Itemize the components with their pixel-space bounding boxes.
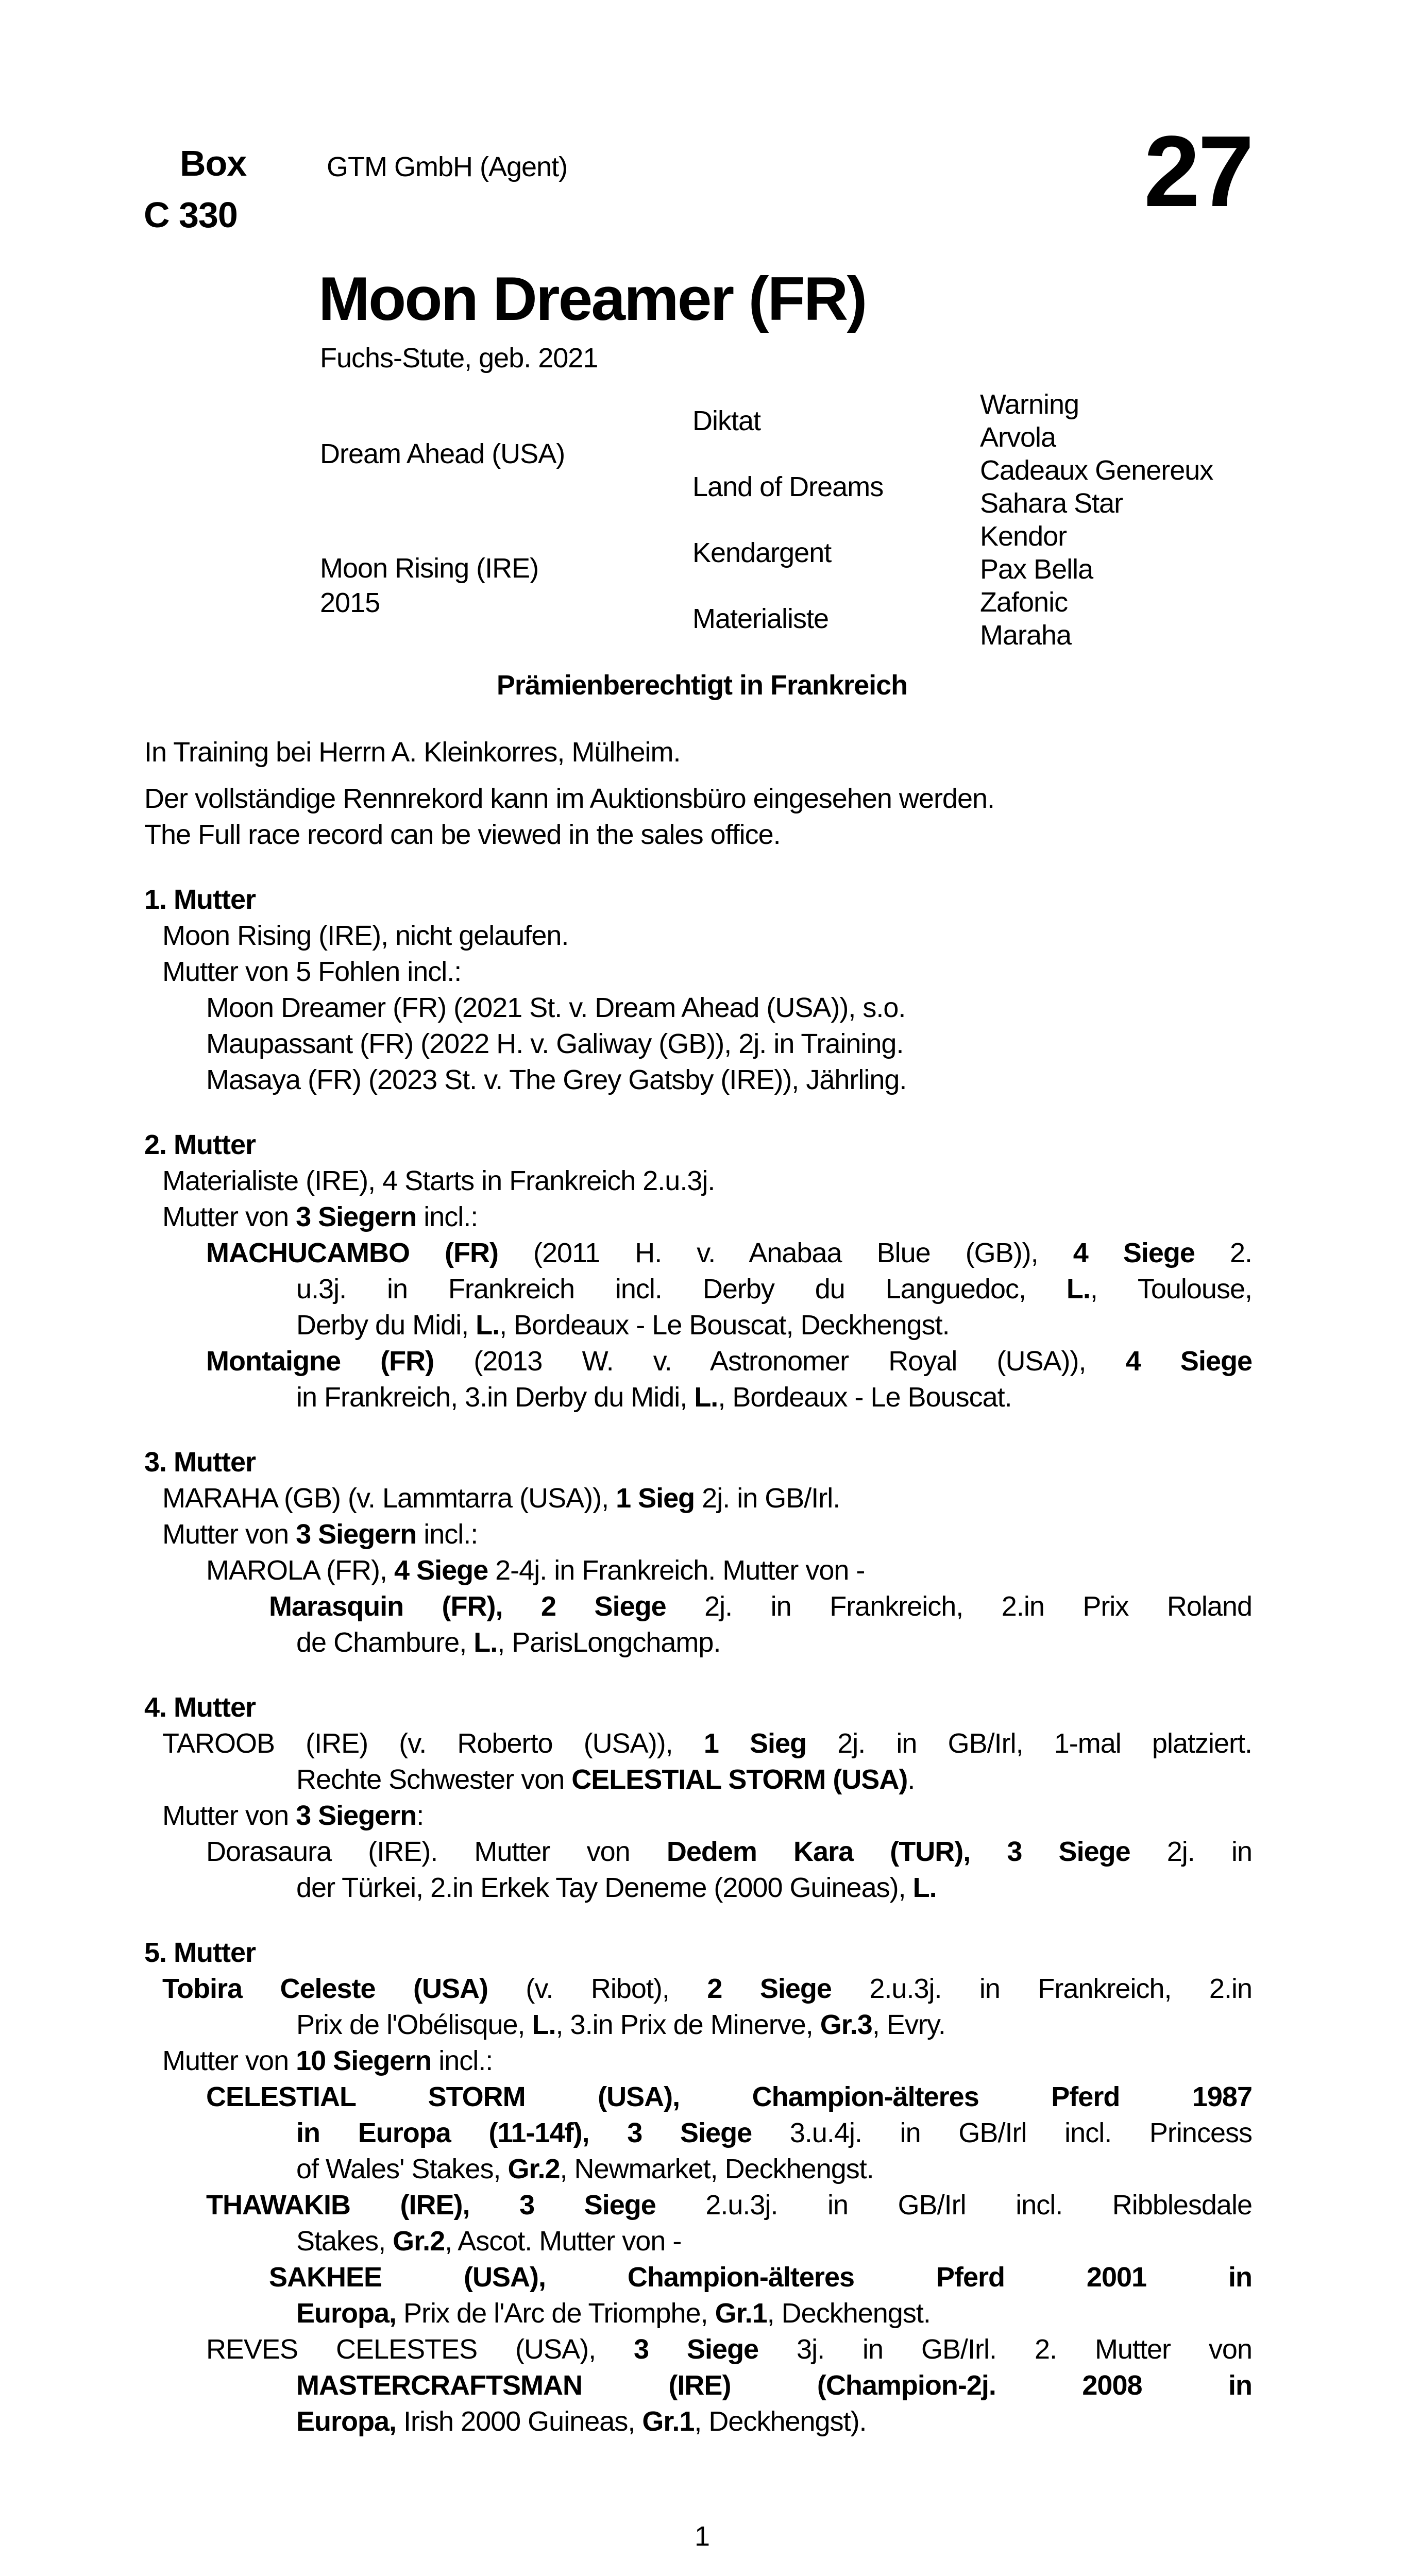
text-segment: Stakes,: [296, 2226, 393, 2257]
text-segment: of Wales' Stakes,: [296, 2154, 508, 2184]
text-line: [206, 2079, 1252, 2115]
mutter-section: [0, 882, 1404, 1098]
text-line: [296, 2403, 1252, 2439]
text-segment: 3 Siegern: [296, 1201, 417, 1232]
pedigree-gen3-entry: [980, 421, 1289, 454]
text-segment: L.: [476, 1310, 500, 1341]
text-segment: (2013 W. v. Astronomer Royal (USA)),: [434, 1346, 1126, 1377]
mutter-section: [0, 1127, 1404, 1415]
text-segment: Europa,: [296, 2298, 397, 2329]
text-segment: incl.:: [416, 1201, 478, 1232]
race-record-note-de: Der vollständige Rennrekord kann im Auktionsbüro eingesehen werden.: [144, 783, 995, 814]
text-segment: 2.: [1194, 1238, 1253, 1268]
pedigree-gen3-entry: [980, 553, 1289, 586]
text-segment: incl.:: [416, 1519, 478, 1550]
page-number: 1: [694, 2521, 710, 2552]
dam-name: Moon Rising (IRE): [320, 553, 539, 584]
text-line: [296, 1307, 1252, 1343]
text-segment: (v. Ribot),: [487, 1973, 707, 2004]
text-line: [162, 1199, 1252, 1235]
text-segment: MASTERCRAFTSMAN (IRE) (Champion-2j. 2008 in: [296, 2370, 1252, 2401]
text-segment: u.3j. in Frankreich incl. Derby du Languedoc,: [296, 1274, 1067, 1304]
lot-number: 27: [1143, 115, 1252, 228]
mutter-sections: [0, 882, 1404, 2439]
premium-note: Prämienberechtigt in Frankreich: [496, 670, 908, 701]
text-segment: Gr.1: [642, 2406, 695, 2437]
text-segment: 2 Siege: [707, 1973, 832, 2004]
text-segment: 3 Siegern: [296, 1519, 417, 1550]
gen3-name: Zafonic: [980, 587, 1068, 618]
text-line: [206, 1834, 1252, 1870]
gen3-name: Maraha: [980, 620, 1072, 651]
text-segment: Europa,: [296, 2406, 397, 2437]
training-note: In Training bei Herrn A. Kleinkorres, Mülheim.: [144, 737, 681, 768]
text-segment: Tobira Celeste (USA): [162, 1973, 488, 2004]
dam-year: 2015: [320, 587, 380, 618]
text-segment: , Deckhengst).: [694, 2406, 867, 2437]
text-segment: 2.u.3j. in Frankreich, 2.in: [831, 1973, 1252, 2004]
text-segment: CELESTIAL STORM (USA), Champion-älteres Pferd 1987: [206, 2081, 1252, 2112]
pedigree-table: [320, 388, 1289, 652]
pedigree-gen2-entry: [692, 520, 980, 586]
text-segment: in Frankreich, 3.in Derby du Midi,: [296, 1382, 695, 1413]
gen2-name: Materialiste: [692, 603, 829, 634]
text-segment: Masaya (FR) (2023 St. v. The Grey Gatsby (IRE)), Jährling.: [206, 1064, 907, 1095]
text-line: [296, 1379, 1252, 1415]
section-heading: 2. Mutter: [144, 1129, 256, 1160]
text-segment: Gr.3: [820, 2009, 872, 2040]
text-line: [296, 1761, 1252, 1798]
text-line: [296, 2223, 1252, 2259]
gen3-name: Sahara Star: [980, 488, 1123, 519]
section-heading: 1. Mutter: [144, 884, 256, 915]
pedigree-gen3-entry: [980, 619, 1289, 652]
text-line: [296, 2115, 1252, 2151]
text-line: [269, 2259, 1252, 2295]
section-heading: 4. Mutter: [144, 1692, 256, 1723]
text-segment: Mutter von: [162, 2045, 296, 2076]
text-segment: Mutter von: [162, 1800, 296, 1831]
text-segment: SAKHEE (USA), Champion-älteres Pferd 2001 in: [269, 2262, 1252, 2293]
text-segment: Gr.2: [508, 2154, 560, 2184]
text-segment: :: [416, 1800, 424, 1831]
text-line: [162, 1516, 1252, 1552]
section-heading: 5. Mutter: [144, 1937, 256, 1968]
sire-name: Dream Ahead (USA): [320, 438, 565, 469]
gen3-name: Cadeaux Genereux: [980, 455, 1213, 486]
text-line: [162, 2043, 1252, 2079]
text-line: [296, 1624, 1252, 1660]
text-segment: , Newmarket, Deckhengst.: [560, 2154, 874, 2184]
text-line: [296, 1271, 1252, 1307]
text-segment: 2j. in: [1130, 1836, 1252, 1867]
text-segment: Irish 2000 Guineas,: [396, 2406, 642, 2437]
text-segment: Rechte Schwester von: [296, 1764, 572, 1795]
text-line: [206, 1026, 1252, 1062]
text-segment: Moon Dreamer (FR) (2021 St. v. Dream Ahead (USA)), s.o.: [206, 992, 906, 1023]
text-segment: incl.:: [431, 2045, 493, 2076]
text-segment: MAROLA (FR),: [206, 1555, 395, 1586]
pedigree-gen2-entry: [692, 586, 980, 652]
text-line: [162, 1725, 1252, 1761]
text-segment: TAROOB (IRE) (v. Roberto (USA)),: [162, 1728, 704, 1759]
main-text-column: [0, 667, 1404, 2439]
text-segment: 3 Siege: [634, 2334, 759, 2365]
text-segment: 4 Siege: [394, 1555, 488, 1586]
text-line: [162, 1971, 1252, 2007]
text-segment: , Deckhengst.: [767, 2298, 931, 2329]
text-segment: L.: [694, 1382, 718, 1413]
pedigree-gen3-entry: [980, 487, 1289, 520]
text-line: [206, 2331, 1252, 2367]
pedigree-dam: [320, 520, 692, 652]
text-segment: 2.u.3j. in GB/Irl incl. Ribblesdale: [655, 2190, 1252, 2221]
text-segment: , ParisLongchamp.: [497, 1627, 721, 1658]
text-segment: Dedem Kara (TUR), 3 Siege: [666, 1836, 1130, 1867]
text-segment: 3 Siegern: [296, 1800, 417, 1831]
text-segment: L.: [532, 2009, 556, 2040]
text-segment: 2j. in Frankreich, 2.in Prix Roland: [666, 1591, 1252, 1622]
text-segment: Montaigne (FR): [206, 1346, 434, 1377]
pedigree-gen3-entry: [980, 520, 1289, 553]
text-line: [296, 2367, 1252, 2403]
text-segment: in Europa (11-14f), 3 Siege: [296, 2117, 752, 2148]
gen3-name: Warning: [980, 389, 1079, 420]
gen2-name: Land of Dreams: [692, 471, 884, 502]
text-line: [162, 1163, 1252, 1199]
text-segment: Moon Rising (IRE), nicht gelaufen.: [162, 920, 569, 951]
section-heading: 3. Mutter: [144, 1447, 256, 1478]
text-segment: Dorasaura (IRE). Mutter von: [206, 1836, 667, 1867]
text-line: [296, 2007, 1252, 2043]
text-segment: L.: [1066, 1274, 1090, 1304]
text-segment: CELESTIAL STORM (USA): [571, 1764, 908, 1795]
text-segment: 2-4j. in Frankreich. Mutter von -: [488, 1555, 865, 1586]
pedigree-gen2-entry: [692, 454, 980, 520]
text-segment: de Chambure,: [296, 1627, 474, 1658]
text-segment: , Bordeaux - Le Bouscat.: [718, 1382, 1012, 1413]
text-segment: , Evry.: [872, 2009, 945, 2040]
text-segment: MARAHA (GB) (v. Lammtarra (USA)),: [162, 1483, 616, 1514]
text-line: [162, 954, 1252, 990]
text-line: [296, 1870, 1252, 1906]
text-segment: Marasquin (FR), 2 Siege: [269, 1591, 666, 1622]
text-segment: Gr.2: [393, 2226, 445, 2257]
text-segment: Prix de l'Obélisque,: [296, 2009, 532, 2040]
text-segment: L.: [473, 1627, 498, 1658]
text-segment: 2j. in GB/Irl.: [695, 1483, 840, 1514]
text-line: [162, 1480, 1252, 1516]
gen2-name: Kendargent: [692, 537, 832, 568]
text-segment: Derby du Midi,: [296, 1310, 476, 1341]
text-segment: Gr.1: [715, 2298, 767, 2329]
text-segment: THAWAKIB (IRE), 3 Siege: [206, 2190, 656, 2221]
text-segment: 2j. in GB/Irl, 1-mal platziert.: [806, 1728, 1252, 1759]
text-line: [162, 918, 1252, 954]
text-segment: 1 Sieg: [616, 1483, 695, 1514]
horse-title: Moon Dreamer (FR): [318, 264, 866, 333]
gen3-name: Arvola: [980, 422, 1056, 453]
mutter-section: [0, 1444, 1404, 1660]
race-record-note-en: The Full race record can be viewed in the sales office.: [144, 819, 781, 850]
text-segment: , Ascot. Mutter von -: [445, 2226, 682, 2257]
text-segment: 10 Siegern: [296, 2045, 432, 2076]
text-segment: 4 Siege: [1073, 1238, 1195, 1268]
text-segment: (2011 H. v. Anabaa Blue (GB)),: [498, 1238, 1073, 1268]
text-line: [206, 990, 1252, 1026]
text-segment: , Toulouse,: [1090, 1274, 1252, 1304]
text-segment: 4 Siege: [1125, 1346, 1252, 1377]
text-segment: MACHUCAMBO (FR): [206, 1238, 498, 1268]
pedigree-sire: [320, 388, 692, 520]
text-line: [206, 1235, 1252, 1271]
text-line: [206, 2187, 1252, 2223]
pedigree-gen3-entry: [980, 454, 1289, 487]
text-segment: Mutter von: [162, 1201, 296, 1232]
text-segment: Prix de l'Arc de Triomphe,: [396, 2298, 715, 2329]
gen2-name: Diktat: [692, 405, 761, 436]
text-segment: 3j. in GB/Irl. 2. Mutter von: [758, 2334, 1252, 2365]
text-segment: , Bordeaux - Le Bouscat, Deckhengst.: [499, 1310, 950, 1341]
text-line: [296, 2295, 1252, 2331]
mutter-section: [0, 1689, 1404, 1906]
text-segment: Materialiste (IRE), 4 Starts in Frankreich 2.u.3j.: [162, 1165, 715, 1196]
pedigree-gen3-entry: [980, 388, 1289, 421]
box-label: Box: [180, 143, 247, 183]
text-segment: 1 Sieg: [703, 1728, 807, 1759]
text-line: [206, 1062, 1252, 1098]
text-line: [206, 1552, 1252, 1588]
box-number: C 330: [144, 195, 238, 235]
text-segment: , 3.in Prix de Minerve,: [555, 2009, 820, 2040]
text-segment: Mutter von 5 Fohlen incl.:: [162, 956, 462, 987]
text-segment: .: [907, 1764, 915, 1795]
pedigree-gen3-entry: [980, 586, 1289, 619]
agent-name: GTM GmbH (Agent): [327, 151, 568, 182]
gen3-name: Kendor: [980, 521, 1067, 552]
text-line: [206, 1343, 1252, 1379]
text-segment: der Türkei, 2.in Erkek Tay Deneme (2000 Guineas),: [296, 1872, 913, 1903]
text-line: [269, 1588, 1252, 1624]
text-line: [296, 2151, 1252, 2187]
text-segment: L.: [912, 1872, 937, 1903]
horse-subtitle: Fuchs-Stute, geb. 2021: [320, 343, 598, 374]
text-line: [162, 1798, 1252, 1834]
gen3-name: Pax Bella: [980, 554, 1093, 585]
text-segment: Mutter von: [162, 1519, 296, 1550]
mutter-section: [0, 1935, 1404, 2439]
text-segment: REVES CELESTES (USA),: [206, 2334, 634, 2365]
text-segment: 3.u.4j. in GB/Irl incl. Princess: [752, 2117, 1252, 2148]
text-segment: Maupassant (FR) (2022 H. v. Galiway (GB)), 2j. in Training.: [206, 1028, 904, 1059]
pedigree-gen2-entry: [692, 388, 980, 454]
